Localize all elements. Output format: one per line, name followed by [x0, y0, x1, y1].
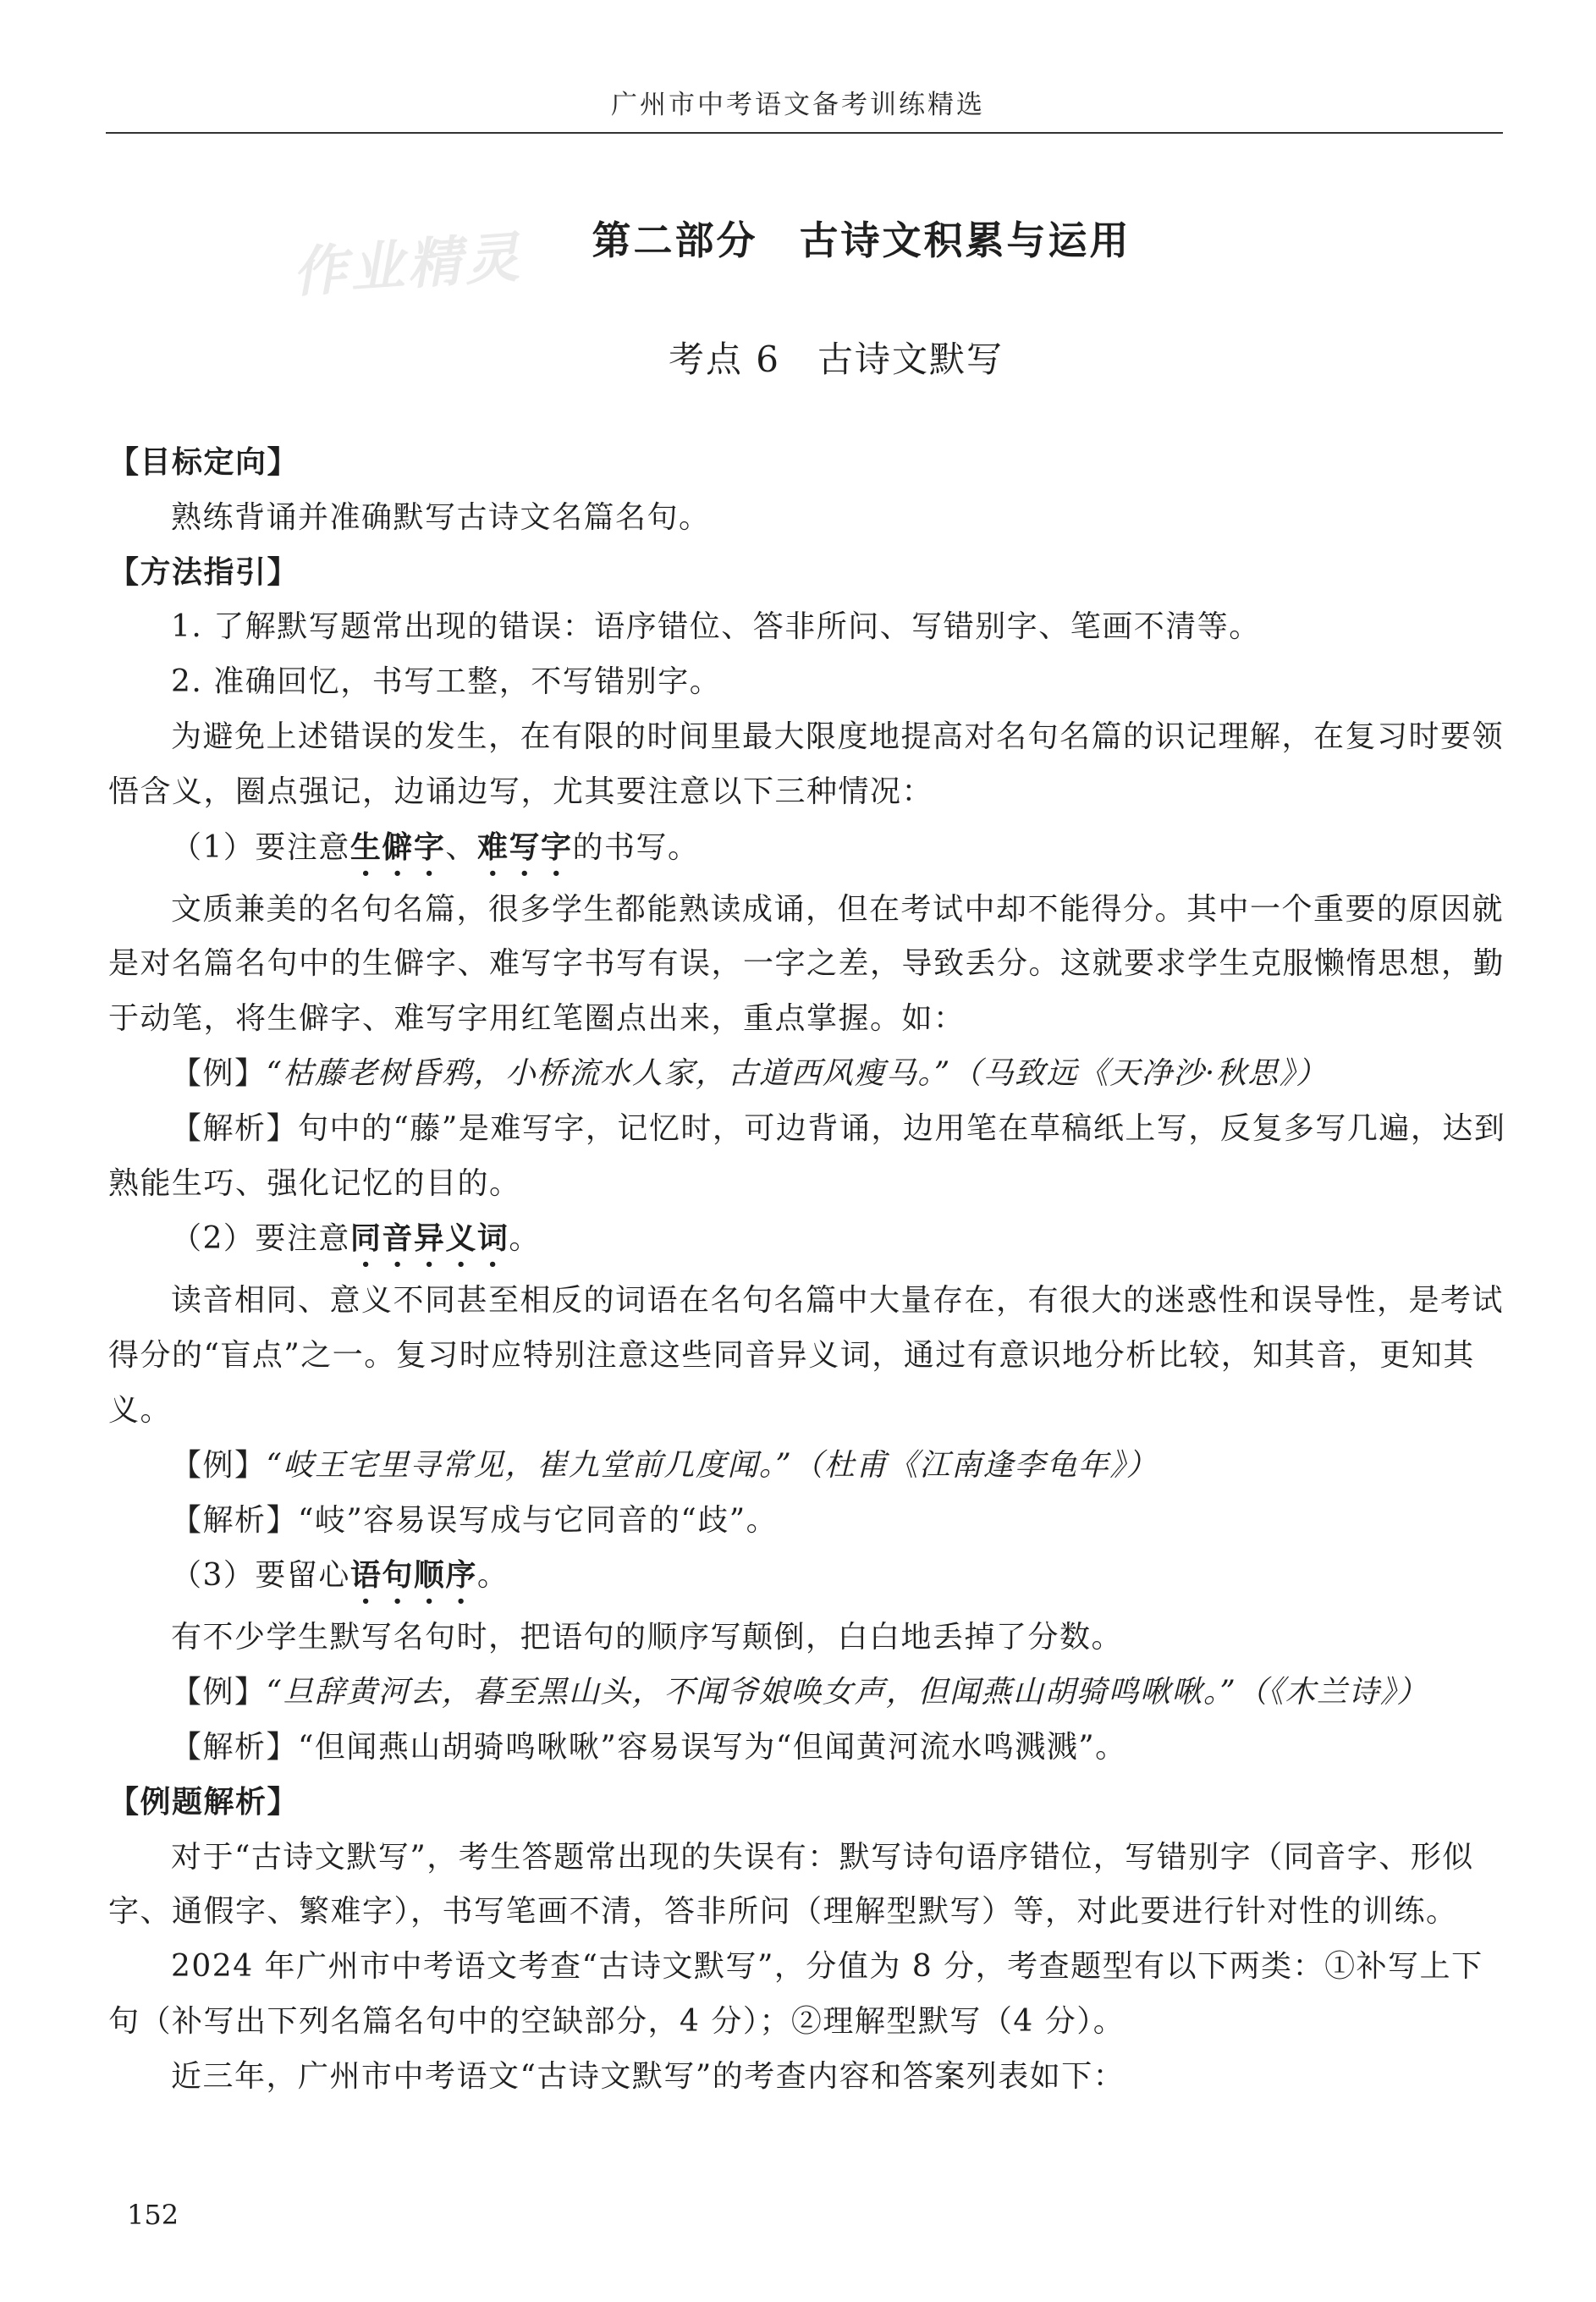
- part-title: 第二部分 古诗文积累与运用: [592, 218, 1131, 263]
- subsection-2-prefix: （2）要注意: [171, 1221, 350, 1257]
- subsection-1-suffix: 的书写。: [572, 829, 700, 865]
- example-text: “旦辞黄河去，暮至黑山头，不闻爷娘唤女声，但闻燕山胡骑鸣啾啾。”（《木兰诗》）: [266, 1675, 1428, 1710]
- analysis-text: “岐”容易误写成与它同音的“歧”。: [298, 1502, 779, 1538]
- method-heading: 【方法指引】: [108, 554, 300, 590]
- emphasis-hard-chars: 难写字: [476, 829, 573, 865]
- emphasis-rare-chars: 生僻字: [349, 829, 446, 865]
- subsection-1-separator: 、: [445, 829, 477, 865]
- body-text: [108, 436, 1513, 2105]
- subsection-3-suffix: 。: [476, 1558, 509, 1594]
- example-tag: 【例】: [171, 1675, 267, 1710]
- method-item-2: 2. 准确回忆，书写工整，不写错别字。: [171, 664, 722, 700]
- emphasis-homophones: 同音异义词: [349, 1220, 509, 1257]
- subsection-2-title: [108, 1211, 1513, 1274]
- goal-text: 熟练背诵并准确默写古诗文名篇名句。: [171, 499, 711, 535]
- subsection-1-prefix: （1）要注意: [171, 829, 350, 865]
- subsection-1-analysis: [108, 1102, 1513, 1212]
- subsection-2-analysis: [108, 1494, 1513, 1549]
- example-tag: 【例】: [171, 1447, 267, 1483]
- subsection-2-suffix: 。: [509, 1221, 541, 1257]
- example-analysis-paragraph-3: 近三年，广州市中考语文“古诗文默写”的考查内容和答案列表如下：: [171, 2058, 1125, 2094]
- example-analysis-paragraph-2: 2024 年广州市中考语文考查“古诗文默写”，分值为 8 分，考查题型有以下两类：①补写上下句（补写出下列名篇名句中的空缺部分，4 分）；②理解型默写（4 分）。: [108, 1949, 1483, 2039]
- subsection-3-analysis: [108, 1721, 1513, 1776]
- subsection-3-text: 有不少学生默写名句时，把语句的顺序写颠倒，白白地丢掉了分数。: [171, 1620, 1124, 1655]
- header-rule: [106, 132, 1503, 134]
- analysis-tag: 【解析】: [171, 1110, 299, 1146]
- subsection-3-title: [108, 1548, 1513, 1611]
- example-text: “枯藤老树昏鸦，小桥流水人家，古道西风瘦马。”（马致远《天净沙·秋思》）: [266, 1055, 1328, 1091]
- section-title: 考点 6 古诗文默写: [668, 339, 1004, 380]
- subsection-1-example: [108, 1047, 1513, 1102]
- emphasis-word-order: 语句顺序: [349, 1557, 477, 1594]
- method-paragraph: 为避免上述错误的发生，在有限的时间里最大限度地提高对名句名篇的识记理解，在复习时要领悟含义，圈点强记，边诵边写，尤其要注意以下三种情况：: [108, 719, 1505, 809]
- subsection-1-title: [108, 820, 1513, 883]
- goal-heading: 【目标定向】: [108, 445, 300, 480]
- subsection-1-text: 文质兼美的名句名篇，很多学生都能熟读成诵，但在考试中却不能得分。其中一个重要的原因就是对名篇名句中的生僻字、难写字书写有误，一字之差，导致丢分。这就要求学生克服懒惰思想，勤于动笔，将生僻字、难写字用红笔圈点出来，重点掌握。如：: [108, 891, 1505, 1037]
- analysis-text: 句中的“藤”是难写字，记忆时，可边背诵，边用笔在草稿纸上写，反复多写几遍，达到熟能生巧、强化记忆的目的。: [108, 1110, 1506, 1201]
- page-number: 152: [127, 2199, 179, 2231]
- subsection-2-example: [108, 1439, 1513, 1494]
- example-tag: 【例】: [171, 1055, 267, 1091]
- watermark-logo: 作业精灵: [290, 226, 525, 306]
- analysis-tag: 【解析】: [171, 1502, 299, 1538]
- analysis-tag: 【解析】: [171, 1729, 299, 1765]
- subsection-2-text: 读音相同、意义不同甚至相反的词语在名句名篇中大量存在，有很大的迷惑性和误导性，是考试得分的“盲点”之一。复习时应特别注意这些同音异义词，通过有意识地分析比较，知其音，更知其义。: [108, 1283, 1505, 1428]
- method-item-1: 1. 了解默写题常出现的错误：语序错位、答非所问、写错别字、笔画不清等。: [171, 609, 1261, 645]
- running-header: 广州市中考语文备考训练精选: [611, 90, 985, 120]
- example-text: “岐王宅里寻常见，崔九堂前几度闻。”（杜甫《江南逢李龟年》）: [266, 1447, 1158, 1483]
- subsection-3-prefix: （3）要留心: [171, 1558, 350, 1594]
- subsection-3-example: [108, 1666, 1513, 1721]
- example-analysis-heading: 【例题解析】: [108, 1784, 300, 1820]
- example-analysis-paragraph-1: 对于“古诗文默写”，考生答题常出现的失误有：默写诗句语序错位，写错别字（同音字、形似字、通假字、繁难字），书写笔画不清，答非所问（理解型默写）等，对此要进行针对性的训练。: [108, 1839, 1474, 1930]
- analysis-text: “但闻燕山胡骑鸣啾啾”容易误写为“但闻黄河流水鸣溅溅”。: [298, 1729, 1127, 1765]
